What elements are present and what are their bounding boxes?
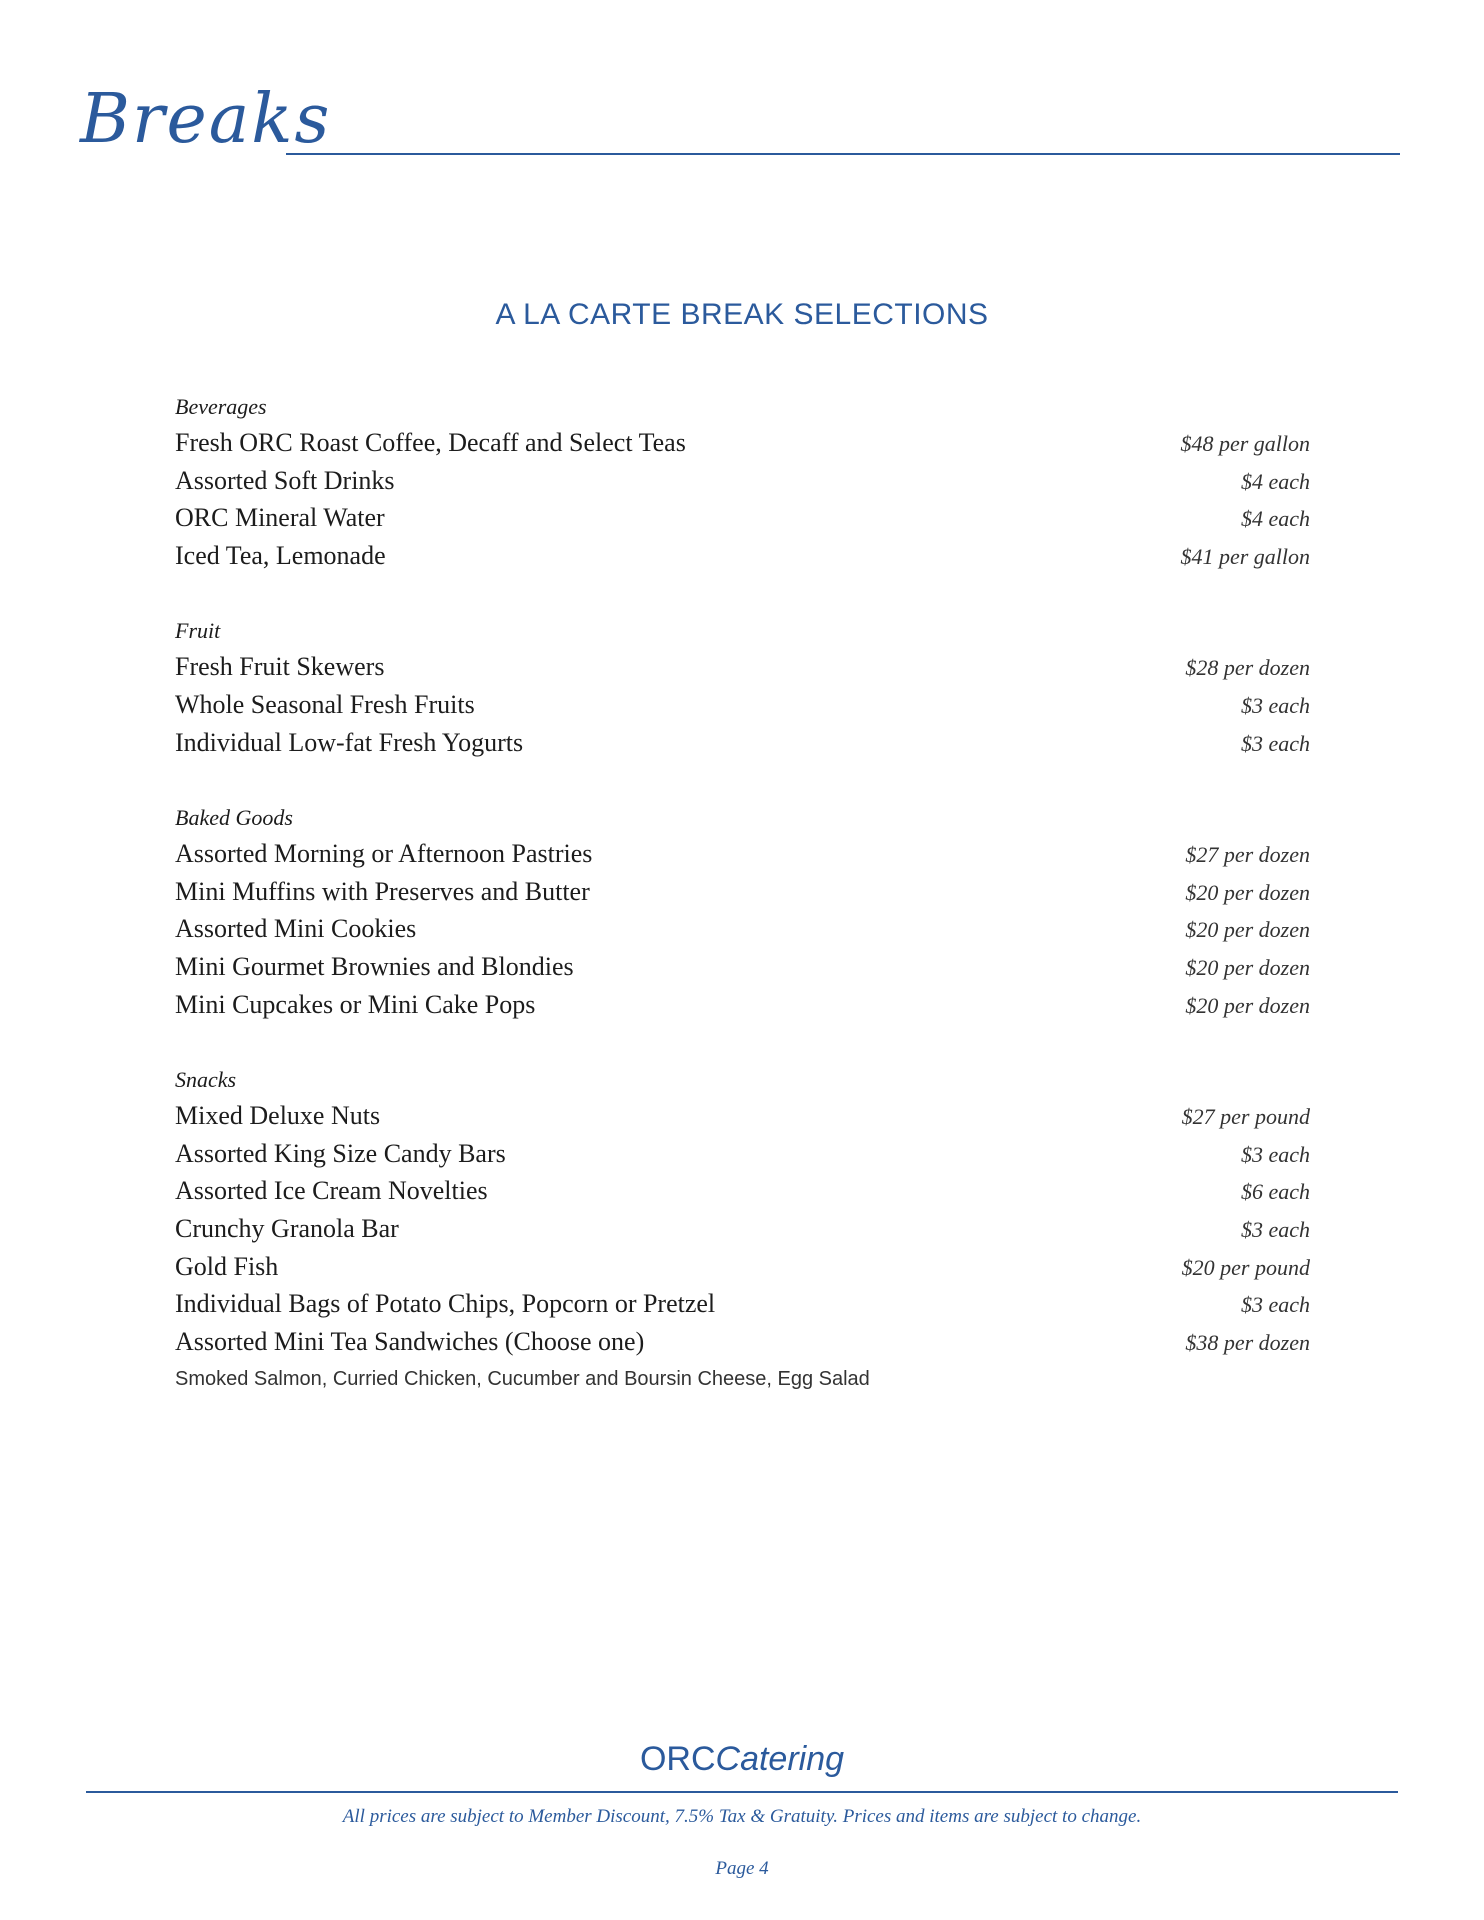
category-baked-goods	[175, 801, 1310, 1023]
item-price: $20 per pound	[1181, 1254, 1310, 1280]
menu-item	[175, 537, 1310, 575]
menu-item	[175, 686, 1310, 724]
item-price: $3 each	[1240, 1216, 1310, 1242]
item-name: Mini Gourmet Brownies and Blondies	[175, 951, 574, 981]
item-name: Fresh Fruit Skewers	[175, 652, 385, 682]
brand-suffix: atering	[740, 1740, 845, 1778]
item-price: $38 per dozen	[1185, 1329, 1310, 1355]
footer-divider	[86, 1791, 1398, 1793]
item-price: $6 each	[1240, 1179, 1310, 1205]
item-price: $27 per dozen	[1185, 842, 1310, 868]
menu-item	[175, 1285, 1310, 1323]
item-name: ORC Mineral Water	[175, 503, 385, 533]
item-price: $20 per dozen	[1185, 879, 1310, 905]
page-script-title: Breaks	[80, 80, 332, 159]
menu-item	[175, 1097, 1310, 1135]
item-price: $28 per dozen	[1185, 655, 1310, 681]
item-name: Assorted Ice Cream Novelties	[175, 1176, 488, 1206]
item-name: Assorted Mini Tea Sandwiches (Choose one)	[175, 1326, 645, 1356]
item-name: Iced Tea, Lemonade	[175, 540, 386, 570]
item-price: $3 each	[1240, 730, 1310, 756]
item-price: $4 each	[1240, 506, 1310, 532]
header-divider	[286, 153, 1400, 155]
item-price: $27 per pound	[1181, 1104, 1310, 1130]
category-heading: Snacks	[175, 1067, 237, 1093]
menu-item	[175, 1210, 1310, 1248]
category-heading: Baked Goods	[175, 805, 293, 831]
item-note: Smoked Salmon, Curried Chicken, Cucumber and Boursin Cheese, Egg Salad	[175, 1368, 870, 1391]
category-snacks	[175, 1063, 1310, 1398]
item-name: Mini Cupcakes or Mini Cake Pops	[175, 989, 536, 1019]
item-price: $3 each	[1240, 1292, 1310, 1318]
item-name: Assorted Morning or Afternoon Pastries	[175, 839, 593, 869]
item-name: Mixed Deluxe Nuts	[175, 1101, 381, 1131]
menu-item	[175, 462, 1310, 500]
item-name: Assorted Mini Cookies	[175, 914, 417, 944]
item-price: $20 per dozen	[1185, 954, 1310, 980]
item-price: $20 per dozen	[1185, 992, 1310, 1018]
menu-item	[175, 1248, 1310, 1286]
menu-item	[175, 424, 1310, 462]
menu-item	[175, 1172, 1310, 1210]
menu-item	[175, 1135, 1310, 1173]
category-heading: Beverages	[175, 394, 267, 419]
footer-brand-logo	[0, 1740, 1484, 1779]
item-price: $48 per gallon	[1180, 431, 1310, 456]
brand-prefix: ORC	[639, 1740, 716, 1778]
item-price: $4 each	[1240, 468, 1310, 494]
item-price: $20 per dozen	[1185, 917, 1310, 943]
menu-item	[175, 835, 1310, 873]
item-name: Whole Seasonal Fresh Fruits	[175, 689, 475, 719]
item-name: Crunchy Granola Bar	[175, 1213, 399, 1243]
item-name: Individual Bags of Potato Chips, Popcorn or Pretzel	[175, 1289, 716, 1319]
menu-item	[175, 910, 1310, 948]
menu-item	[175, 499, 1310, 537]
item-price: $41 per gallon	[1180, 543, 1310, 569]
menu-item	[175, 648, 1310, 686]
menu-item	[175, 724, 1310, 762]
item-price: $3 each	[1240, 1141, 1310, 1167]
item-name: Gold Fish	[175, 1251, 279, 1281]
item-name: Fresh ORC Roast Coffee, Decaff and Select Teas	[175, 428, 686, 457]
page-header	[80, 70, 1400, 170]
menu-list	[175, 390, 1310, 1438]
category-heading: Fruit	[175, 618, 221, 644]
item-name: Assorted King Size Candy Bars	[175, 1138, 506, 1168]
category-fruit	[175, 614, 1310, 761]
menu-item	[175, 1323, 1310, 1361]
brand-italic-c: C	[715, 1740, 741, 1778]
section-title: A LA CARTE BREAK SELECTIONS	[495, 298, 989, 331]
category-beverages	[175, 390, 1310, 574]
footer-disclaimer: All prices are subject to Member Discount, 7.5% Tax & Gratuity. Prices and items are subject to change.	[342, 1806, 1142, 1827]
menu-item	[175, 948, 1310, 986]
item-name: Assorted Soft Drinks	[175, 465, 395, 495]
item-name: Mini Muffins with Preserves and Butter	[175, 876, 590, 906]
menu-item	[175, 986, 1310, 1024]
menu-item	[175, 873, 1310, 911]
page-number: Page 4	[715, 1858, 769, 1879]
item-price: $3 each	[1240, 692, 1310, 718]
item-name: Individual Low-fat Fresh Yogurts	[175, 727, 524, 757]
